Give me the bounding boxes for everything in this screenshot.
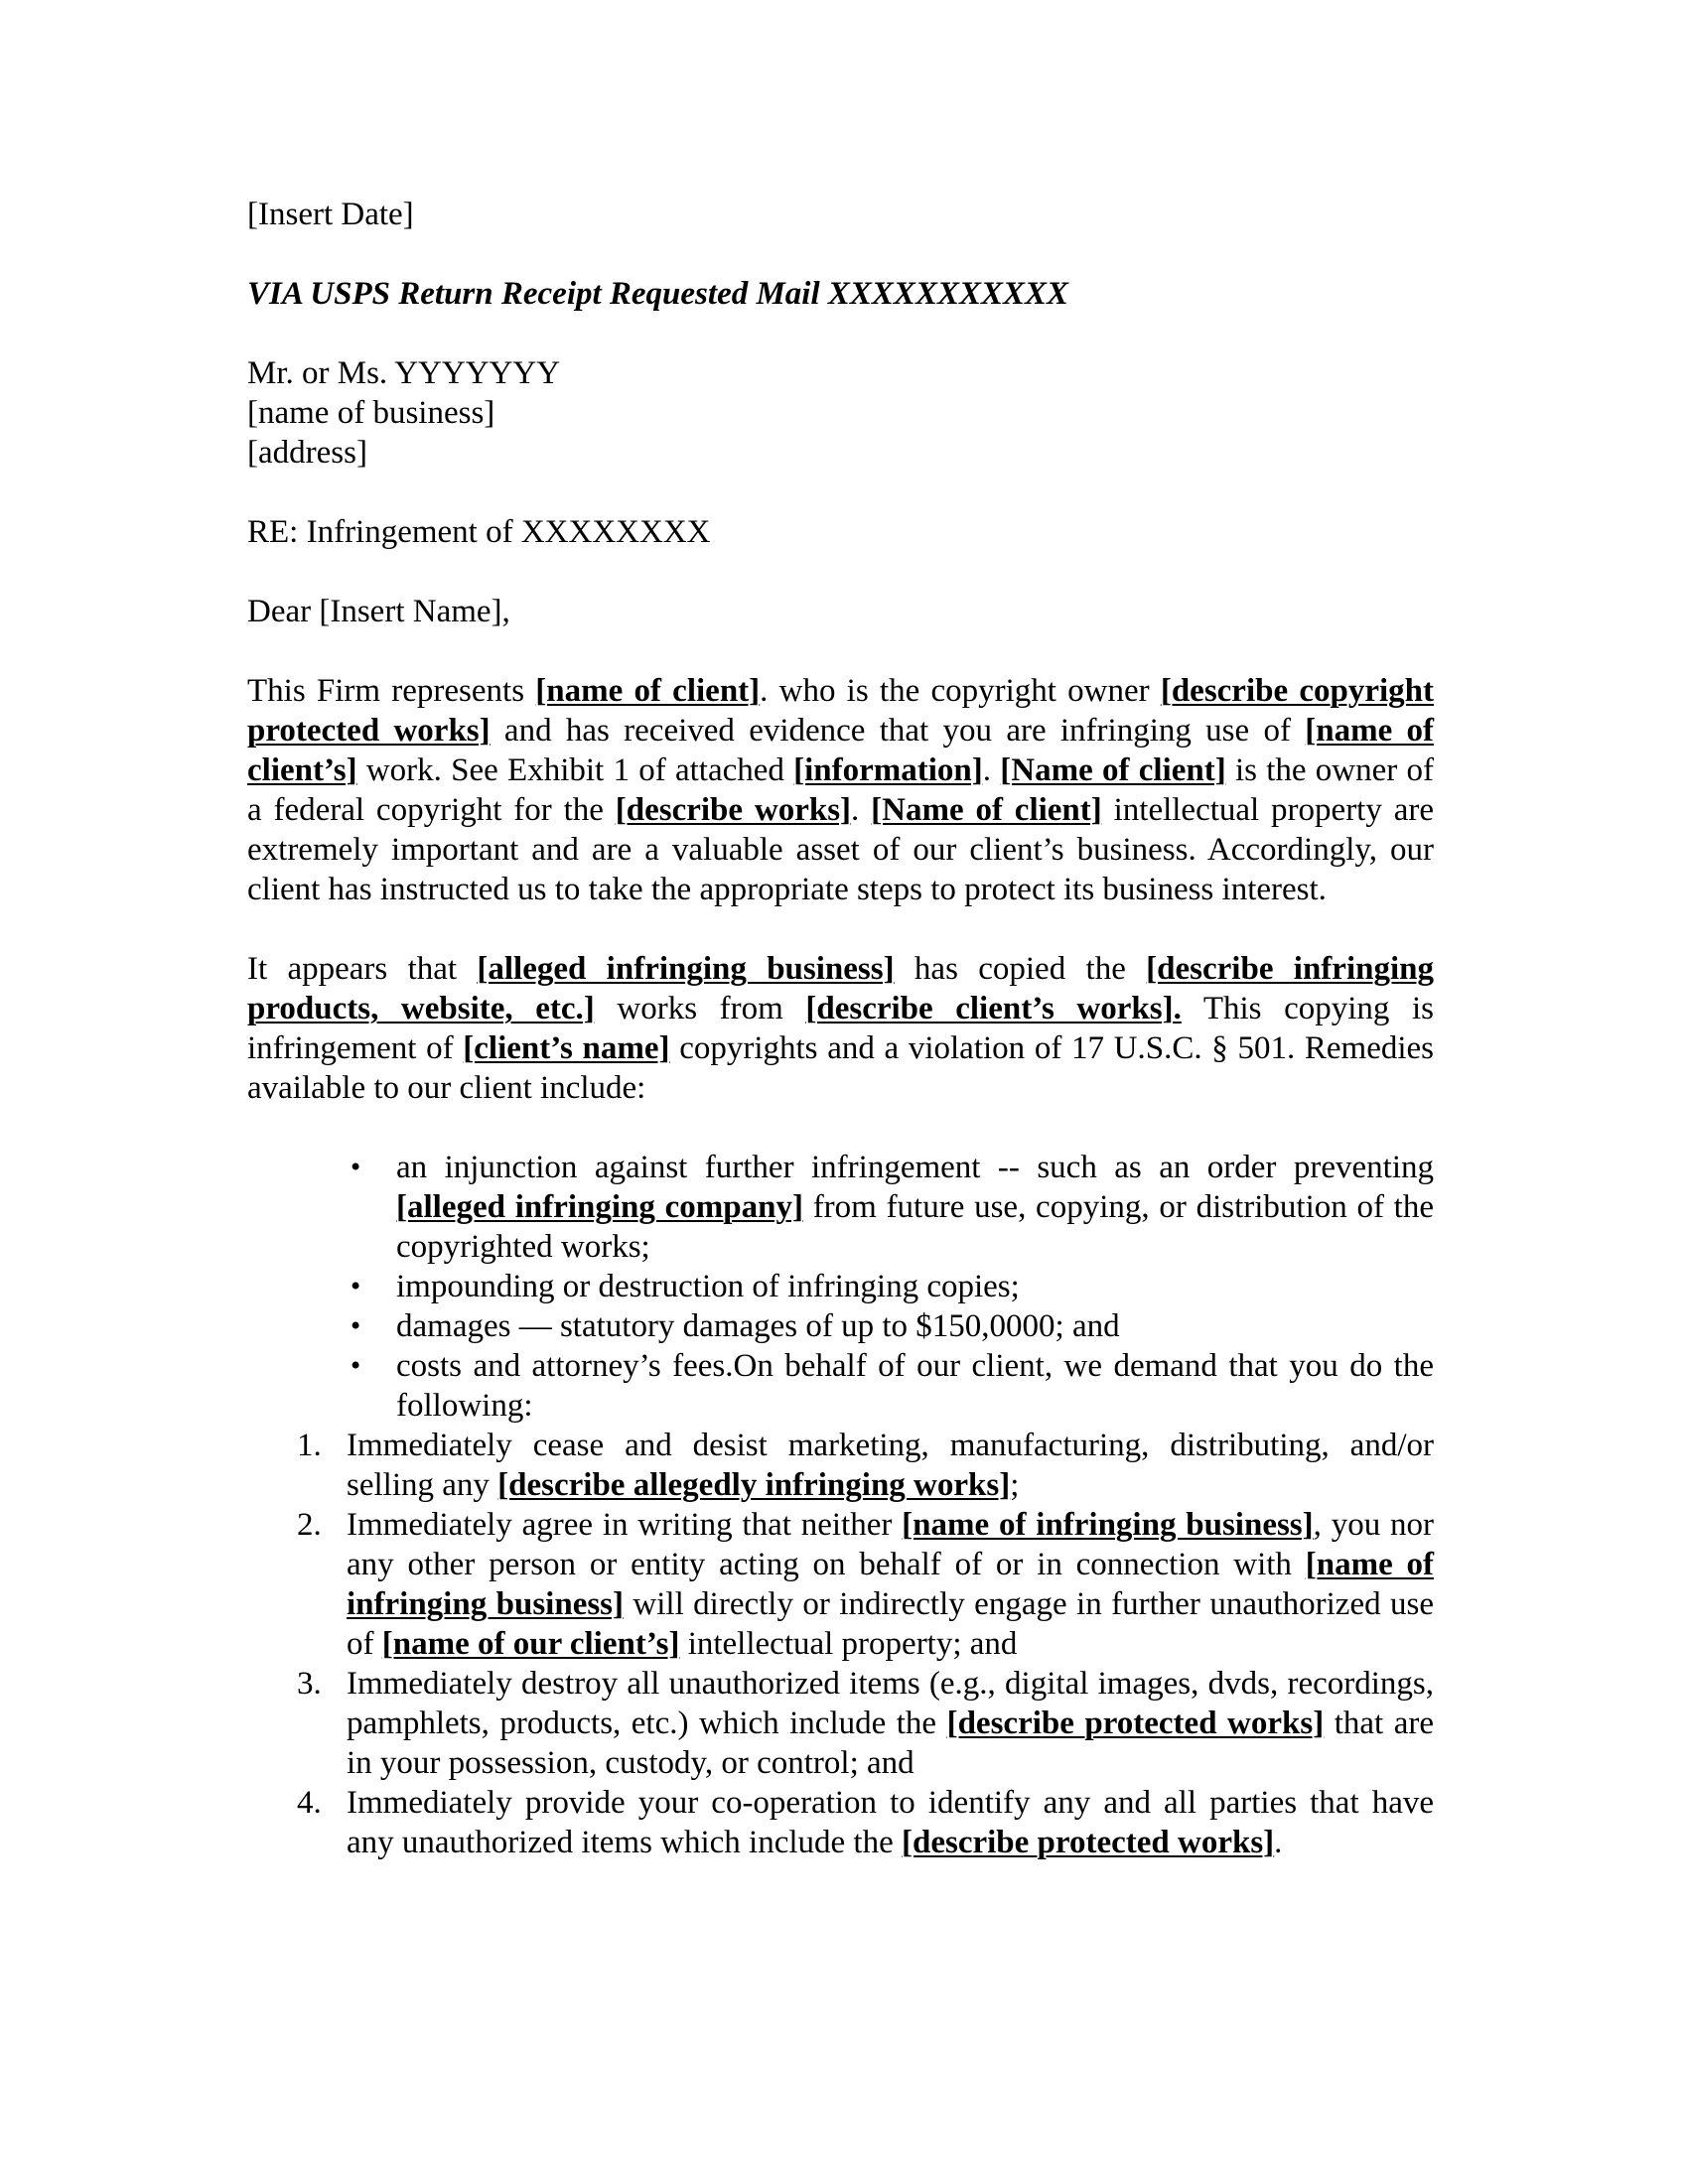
text-run: , you nor any other person or entity acting on behalf of or in connection with bbox=[347, 1507, 1434, 1582]
placeholder-describe-works: [describe copyright protected works] bbox=[247, 673, 1434, 749]
text-run: . bbox=[1274, 1825, 1283, 1860]
text-run: will directly or indirectly engage in further unauthorized use of bbox=[347, 1586, 1434, 1662]
text-run: This copying is infringement of bbox=[247, 991, 1434, 1066]
list-item bbox=[247, 1783, 1434, 1862]
recipient-address: [address] bbox=[247, 435, 367, 471]
text-run: and has received evidence that you are infringing use of bbox=[490, 713, 1306, 749]
demands-list bbox=[247, 1426, 1434, 1862]
placeholder-name-of-client: [name of client] bbox=[535, 673, 761, 709]
text-run: costs and attorney’s fees.On behalf of our client, we demand that you do the following: bbox=[396, 1348, 1434, 1424]
bullet-icon: • bbox=[349, 1154, 363, 1181]
text-run: is the owner of a federal copyright for the bbox=[247, 752, 1435, 828]
text-run: . bbox=[982, 752, 1001, 788]
placeholder-infringing-business: [alleged infringing business] bbox=[477, 951, 895, 987]
text-run: that are in your possession, custody, or control; and bbox=[347, 1706, 1434, 1781]
placeholder-client-name: [name of our client’s] bbox=[381, 1626, 680, 1662]
letter-page bbox=[247, 195, 1434, 1862]
placeholder-protected-works: [describe protected works] bbox=[902, 1825, 1275, 1860]
bullet-icon: • bbox=[349, 1312, 363, 1340]
placeholder-infringing-products: [describe infringing products, website, etc.] bbox=[247, 951, 1434, 1026]
salutation: Dear [Insert Name], bbox=[247, 594, 510, 629]
representation-paragraph bbox=[247, 671, 1434, 909]
text-run: ; bbox=[1010, 1467, 1020, 1503]
placeholder-protected-works: [describe protected works] bbox=[946, 1706, 1325, 1741]
text-run: copyrights and a violation of 17 U.S.C. § 501. Remedies available to our client include: bbox=[247, 1030, 1435, 1106]
list-item bbox=[247, 1426, 1434, 1505]
placeholder-client-name: [client’s name] bbox=[463, 1030, 670, 1066]
placeholder-infringing-company: [alleged infringing company] bbox=[396, 1189, 803, 1225]
delivery-method: VIA USPS Return Receipt Requested Mail XXXXXXXXXXX bbox=[247, 276, 1069, 312]
recipient-block bbox=[247, 353, 1434, 473]
list-item bbox=[247, 1664, 1434, 1783]
text-run: impounding or destruction of infringing copies; bbox=[396, 1269, 1020, 1304]
bullet-icon: • bbox=[349, 1352, 363, 1380]
placeholder-infringing-business: [name of infringing business] bbox=[347, 1547, 1435, 1622]
remedies-list bbox=[247, 1148, 1434, 1426]
recipient-business: [name of business] bbox=[247, 395, 495, 431]
item-number: 2. bbox=[297, 1507, 322, 1543]
spacer bbox=[247, 473, 1434, 512]
text-run: This Firm represents bbox=[247, 673, 536, 709]
text-run: intellectual property are extremely important and are a valuable asset of our client’s business. Accordingly, our client has instructed us to take the appropriate steps to protect its business interest. bbox=[247, 792, 1434, 907]
subject-line: RE: Infringement of XXXXXXXX bbox=[247, 514, 711, 550]
recipient-name: Mr. or Ms. YYYYYYY bbox=[247, 355, 561, 391]
spacer bbox=[247, 631, 1434, 671]
placeholder-name-of-client: [Name of client] bbox=[1000, 752, 1226, 788]
text-run: works from bbox=[594, 991, 806, 1026]
placeholder-describe-works: [describe works] bbox=[615, 792, 852, 828]
text-run: damages — statutory damages of up to $150,0000; and bbox=[396, 1308, 1120, 1344]
list-item bbox=[247, 1505, 1434, 1664]
spacer bbox=[247, 909, 1434, 949]
item-number: 3. bbox=[297, 1666, 322, 1702]
spacer bbox=[247, 552, 1434, 592]
infringement-paragraph bbox=[247, 949, 1434, 1108]
spacer bbox=[247, 1108, 1434, 1148]
text-run: Immediately cease and desist marketing, manufacturing, distributing, and/or selling any bbox=[347, 1428, 1434, 1503]
list-item bbox=[247, 1267, 1434, 1306]
placeholder-infringing-works: [describe allegedly infringing works] bbox=[497, 1467, 1011, 1503]
text-run: work. See Exhibit 1 of attached bbox=[356, 752, 794, 788]
item-number: 4. bbox=[297, 1785, 322, 1821]
bullet-icon: • bbox=[349, 1273, 363, 1300]
text-run: has copied the bbox=[894, 951, 1147, 987]
text-run: . who is the copyright owner bbox=[760, 673, 1161, 709]
placeholder-name-of-client: [Name of client] bbox=[871, 792, 1102, 828]
text-run: Immediately destroy all unauthorized items (e.g., digital images, dvds, recordings, pamphlets, products, etc.) which include the bbox=[347, 1666, 1434, 1741]
text-run: from future use, copying, or distribution of the copyrighted works; bbox=[396, 1189, 1434, 1265]
spacer bbox=[247, 234, 1434, 274]
item-number: 1. bbox=[297, 1428, 322, 1463]
text-run: an injunction against further infringement -- such as an order preventing bbox=[396, 1150, 1434, 1185]
text-run: Immediately provide your co-operation to identify any and all parties that have any unauthorized items which include the bbox=[347, 1785, 1434, 1860]
placeholder-information: [information] bbox=[793, 752, 983, 788]
text-run: . bbox=[851, 792, 872, 828]
text-run: Immediately agree in writing that neither bbox=[347, 1507, 903, 1543]
text-run: It appears that bbox=[247, 951, 478, 987]
text-run: intellectual property; and bbox=[679, 1626, 1018, 1662]
list-item bbox=[247, 1306, 1434, 1346]
placeholder-client-name: [name of client’s] bbox=[247, 713, 1434, 788]
placeholder-infringing-business: [name of infringing business] bbox=[902, 1507, 1314, 1543]
placeholder-client-works: [describe client’s works]. bbox=[805, 991, 1182, 1026]
letter-date: [Insert Date] bbox=[247, 197, 414, 232]
spacer bbox=[247, 314, 1434, 353]
list-item bbox=[247, 1346, 1434, 1426]
list-item bbox=[247, 1148, 1434, 1267]
